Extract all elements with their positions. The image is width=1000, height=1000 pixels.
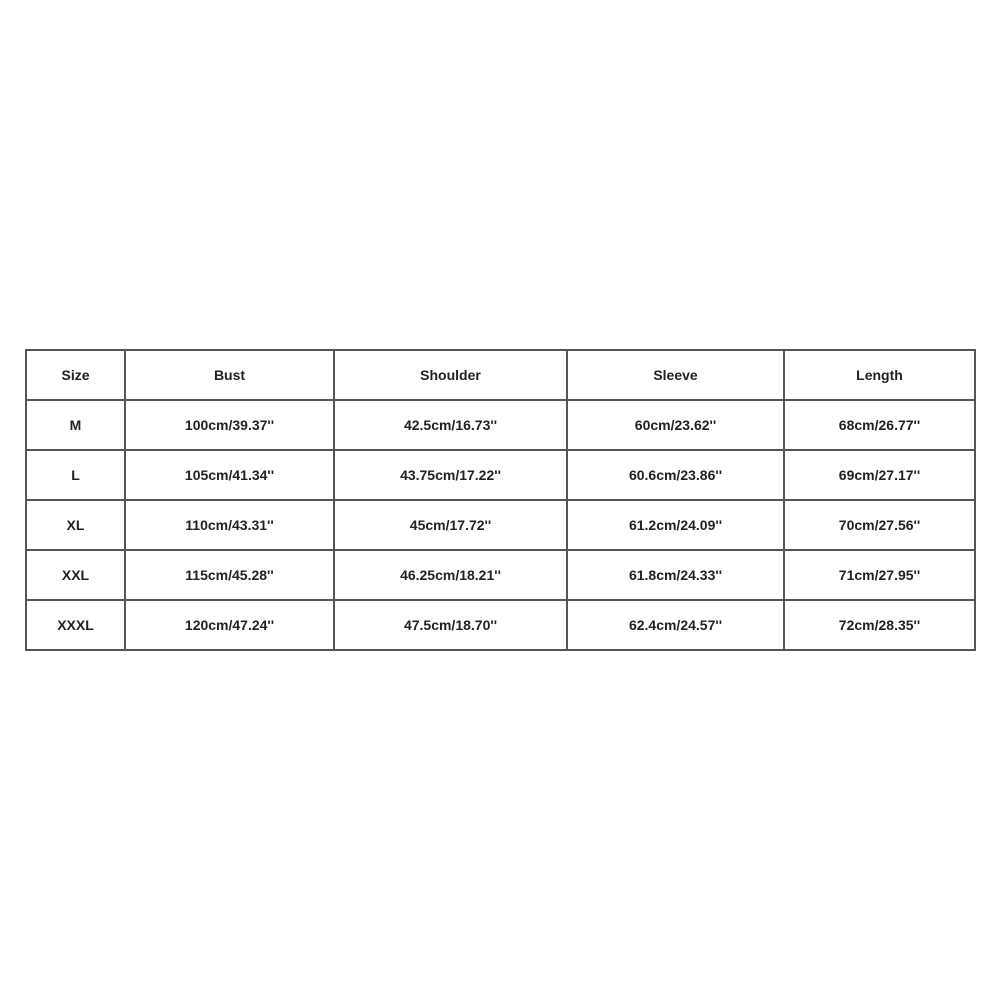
cell-shoulder: 43.75cm/17.22''	[334, 450, 567, 500]
table-row	[26, 600, 975, 650]
size-chart-table	[25, 349, 976, 651]
table-row	[26, 500, 975, 550]
cell-size: XXXL	[26, 600, 125, 650]
cell-length: 72cm/28.35''	[784, 600, 975, 650]
header-length: Length	[784, 350, 975, 400]
cell-shoulder: 42.5cm/16.73''	[334, 400, 567, 450]
cell-shoulder: 46.25cm/18.21''	[334, 550, 567, 600]
header-bust: Bust	[125, 350, 334, 400]
cell-length: 71cm/27.95''	[784, 550, 975, 600]
cell-sleeve: 61.2cm/24.09''	[567, 500, 784, 550]
header-size: Size	[26, 350, 125, 400]
cell-size: XL	[26, 500, 125, 550]
table-row	[26, 450, 975, 500]
header-shoulder: Shoulder	[334, 350, 567, 400]
cell-sleeve: 60cm/23.62''	[567, 400, 784, 450]
cell-bust: 115cm/45.28''	[125, 550, 334, 600]
cell-sleeve: 61.8cm/24.33''	[567, 550, 784, 600]
cell-sleeve: 62.4cm/24.57''	[567, 600, 784, 650]
table-header-row	[26, 350, 975, 400]
cell-sleeve: 60.6cm/23.86''	[567, 450, 784, 500]
cell-bust: 100cm/39.37''	[125, 400, 334, 450]
header-sleeve: Sleeve	[567, 350, 784, 400]
cell-length: 68cm/26.77''	[784, 400, 975, 450]
cell-bust: 110cm/43.31''	[125, 500, 334, 550]
cell-size: M	[26, 400, 125, 450]
table-row	[26, 550, 975, 600]
cell-bust: 105cm/41.34''	[125, 450, 334, 500]
table-row	[26, 400, 975, 450]
cell-shoulder: 45cm/17.72''	[334, 500, 567, 550]
cell-shoulder: 47.5cm/18.70''	[334, 600, 567, 650]
cell-size: XXL	[26, 550, 125, 600]
cell-length: 69cm/27.17''	[784, 450, 975, 500]
cell-size: L	[26, 450, 125, 500]
cell-bust: 120cm/47.24''	[125, 600, 334, 650]
cell-length: 70cm/27.56''	[784, 500, 975, 550]
